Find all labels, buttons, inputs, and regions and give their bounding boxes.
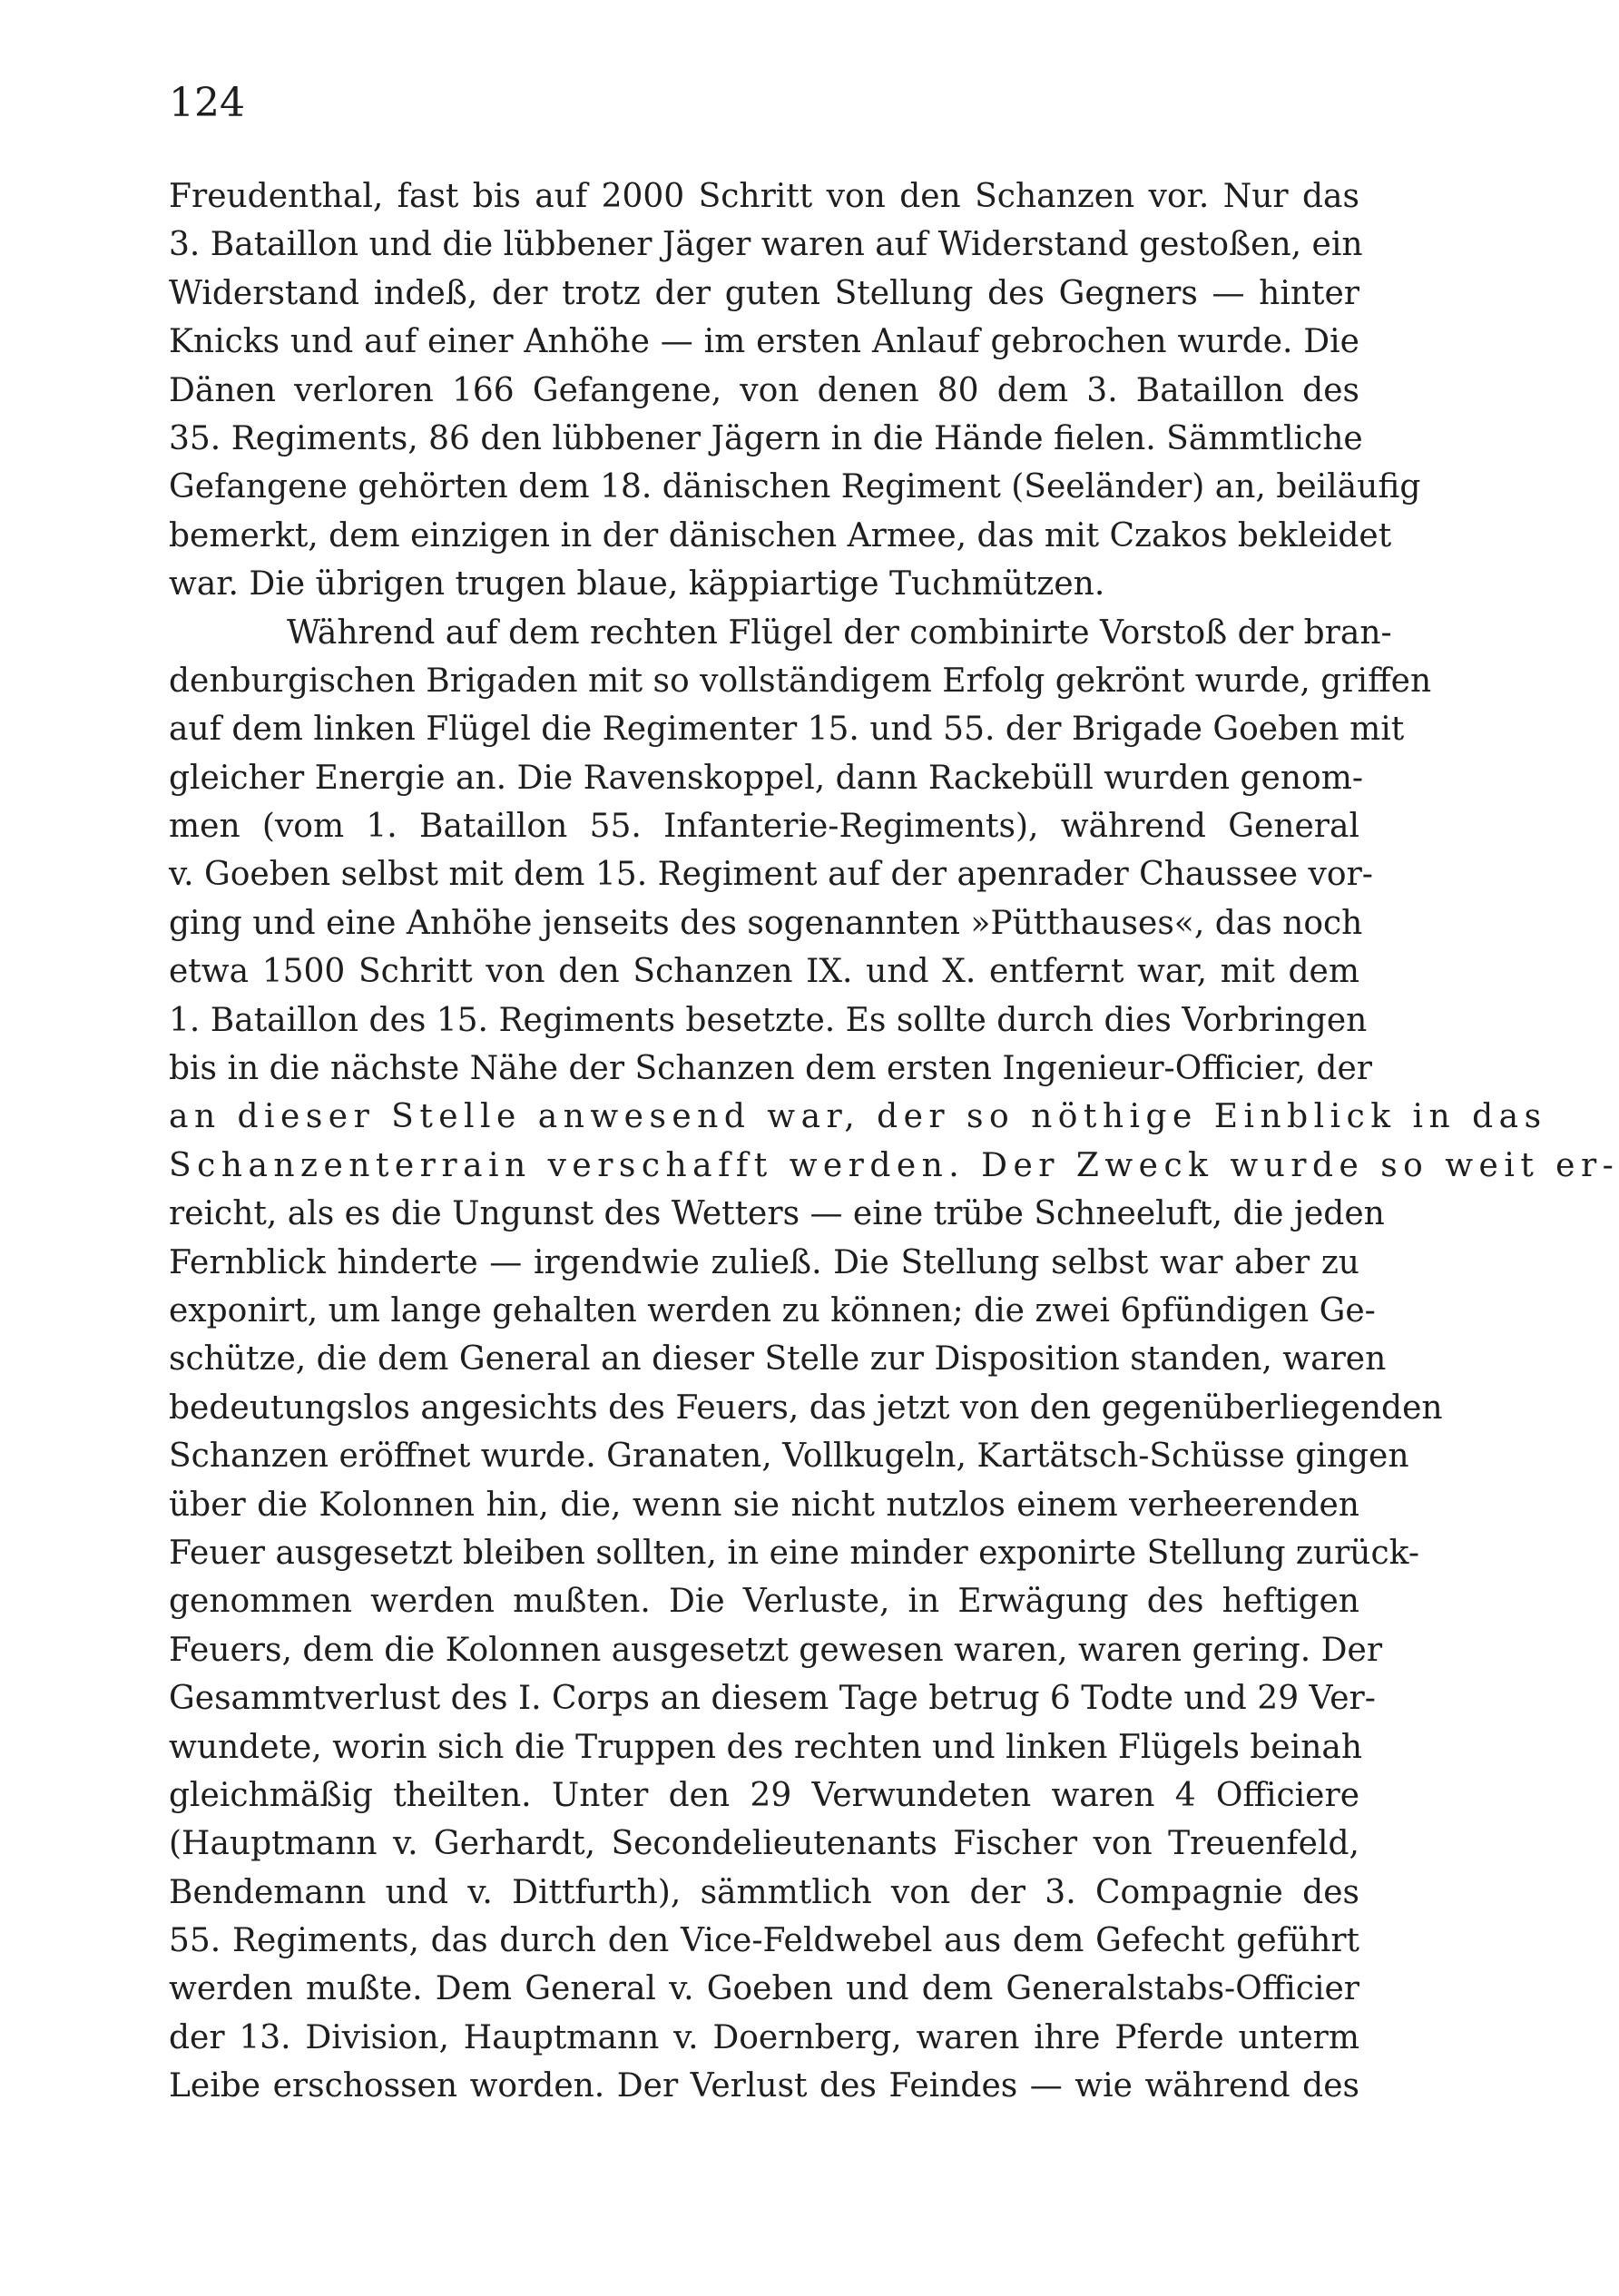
- text-line: Feuer ausgesetzt bleiben sollten, in eine minder exponirte Stellung zurück-: [169, 1534, 1419, 1572]
- text-line: Gesammtverlust des I. Corps an diesem Tage betrug 6 Todte und 29 Ver-: [169, 1680, 1376, 1718]
- text-line: wundete, worin sich die Truppen des rechten und linken Flügels beinah: [169, 1728, 1363, 1766]
- text-line: etwa 1500 Schritt von den Schanzen IX. und X. entfernt war, mit dem: [169, 953, 1359, 991]
- text-line: werden mußte. Dem General v. Goeben und dem Generalstabs-Officier: [169, 1970, 1359, 2008]
- text-line: Dänen verloren 166 Gefangene, von denen 80 dem 3. Bataillon des: [169, 371, 1359, 409]
- text-line: Leibe erschossen worden. Der Verlust des Feindes — wie während des: [169, 2067, 1359, 2105]
- text-line: men (vom 1. Bataillon 55. Infanterie-Regiments), während General: [169, 808, 1359, 846]
- text-line: bemerkt, dem einzigen in der dänischen Armee, das mit Czakos bekleidet: [169, 516, 1392, 554]
- text-line: gleicher Energie an. Die Ravenskoppel, dann Rackebüll wurden genom-: [169, 759, 1364, 797]
- text-line: der 13. Division, Hauptmann v. Doernberg, waren ihre Pferde unterm: [169, 2018, 1359, 2056]
- text-line: an dieser Stelle anwesend war, der so nöthige Einblick in das: [169, 1098, 1547, 1136]
- text-line: schütze, die dem General an dieser Stelle zur Disposition standen, waren: [169, 1340, 1387, 1379]
- text-line: Schanzen eröffnet wurde. Granaten, Vollkugeln, Kartätsch-Schüsse gingen: [169, 1437, 1409, 1476]
- text-line: denburgischen Brigaden mit so vollständigem Erfolg gekrönt wurde, griffen: [169, 662, 1432, 700]
- paragraph-start-line: Während auf dem rechten Flügel der combinirte Vorstoß der bran-: [287, 613, 1392, 652]
- text-line: bedeutungslos angesichts des Feuers, das jetzt von den gegenüberliegenden: [169, 1388, 1443, 1427]
- text-line: Knicks und auf einer Anhöhe — im ersten Anlauf gebrochen wurde. Die: [169, 323, 1359, 361]
- text-line: auf dem linken Flügel die Regimenter 15. und 55. der Brigade Goeben mit: [169, 711, 1405, 749]
- text-line: reicht, als es die Ungunst des Wetters — eine trübe Schneeluft, die jeden: [169, 1195, 1385, 1233]
- text-line: 35. Regiments, 86 den lübbener Jägern in die Hände fielen. Sämmtliche: [169, 419, 1363, 457]
- text-line: war. Die übrigen trugen blaue, käppiartige Tuchmützen.: [169, 565, 1105, 603]
- body-text: [169, 172, 1619, 2111]
- text-line: 1. Bataillon des 15. Regiments besetzte. Es sollte durch dies Vorbringen: [169, 1001, 1368, 1039]
- text-line: Feuers, dem die Kolonnen ausgesetzt gewesen waren, waren gering. Der: [169, 1631, 1383, 1669]
- text-line: bis in die nächste Nähe der Schanzen dem ersten Ingenieur-Officier, der: [169, 1050, 1372, 1088]
- text-line: v. Goeben selbst mit dem 15. Regiment auf der apenrader Chaussee vor-: [169, 856, 1373, 894]
- text-line: Fernblick hinderte — irgendwie zuließ. Die Stellung selbst war aber zu: [169, 1243, 1359, 1281]
- text-line: exponirt, um lange gehalten werden zu können; die zwei 6pfündigen Ge-: [169, 1291, 1376, 1330]
- text-line: ging und eine Anhöhe jenseits des sogenannten »Pütthauses«, das noch: [169, 904, 1363, 942]
- page-number: 124: [169, 80, 245, 126]
- text-line: gleichmäßig theilten. Unter den 29 Verwundeten waren 4 Officiere: [169, 1776, 1359, 1814]
- text-line: 55. Regiments, das durch den Vice-Feldwebel aus dem Gefecht geführt: [169, 1922, 1359, 1960]
- text-line: Bendemann und v. Dittfurth), sämmtlich von der 3. Compagnie des: [169, 1873, 1359, 1911]
- text-line: 3. Bataillon und die lübbener Jäger waren auf Widerstand gestoßen, ein: [169, 226, 1363, 264]
- text-line: Gefangene gehörten dem 18. dänischen Regiment (Seeländer) an, beiläufig: [169, 468, 1421, 506]
- text-line: über die Kolonnen hin, die, wenn sie nicht nutzlos einem verheerenden: [169, 1486, 1359, 1524]
- text-line: Freudenthal, fast bis auf 2000 Schritt von den Schanzen vor. Nur das: [169, 178, 1359, 215]
- text-line: (Hauptmann v. Gerhardt, Secondelieutenants Fischer von Treuenfeld,: [169, 1825, 1359, 1863]
- text-line: Widerstand indeß, der trotz der guten Stellung des Gegners — hinter: [169, 274, 1359, 312]
- text-line: genommen werden mußten. Die Verluste, in Erwägung des heftigen: [169, 1583, 1359, 1621]
- text-line: Schanzenterrain verschafft werden. Der Zweck wurde so weit er-: [169, 1146, 1619, 1184]
